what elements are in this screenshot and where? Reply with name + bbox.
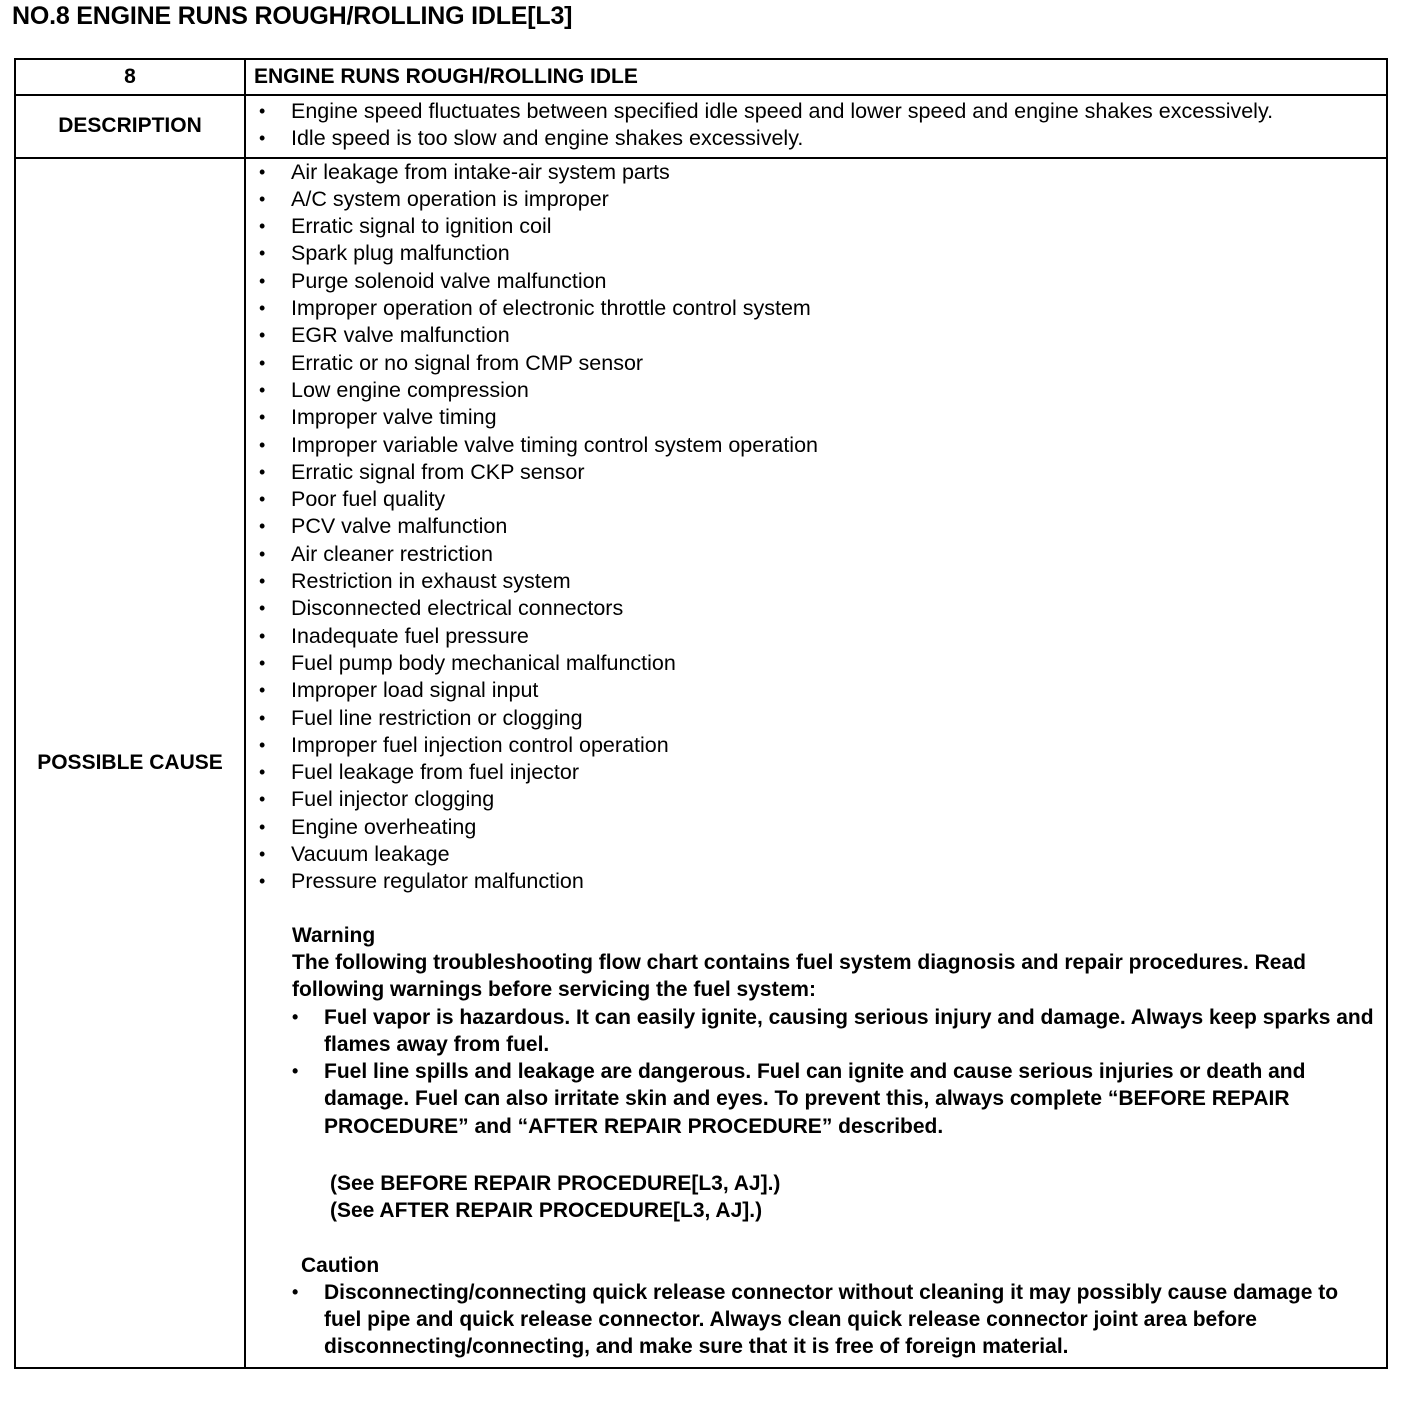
list-item: • PCV valve malfunction xyxy=(246,513,1386,540)
symptom-title: ENGINE RUNS ROUGH/ROLLING IDLE xyxy=(245,59,1387,95)
warning-intro: The following troubleshooting flow chart contains fuel system diagnosis and repair procedures. Read following warnings before servicing the fuel system: xyxy=(292,950,1306,1002)
list-item: • Idle speed is too slow and engine shakes excessively. xyxy=(246,125,1382,152)
list-item: • Fuel leakage from fuel injector xyxy=(246,759,1386,786)
list-item: • Purge solenoid valve malfunction xyxy=(246,268,1386,295)
list-item: • Improper fuel injection control operation xyxy=(246,732,1386,759)
possible-cause-label: POSSIBLE CAUSE xyxy=(15,158,245,1368)
cause-list xyxy=(246,159,1386,896)
table-header-row xyxy=(15,59,1387,95)
warning-title: Warning xyxy=(292,923,376,947)
list-item: • Inadequate fuel pressure xyxy=(246,623,1386,650)
caution-list xyxy=(246,1279,1386,1361)
list-item: • Pressure regulator malfunction xyxy=(246,868,1386,895)
list-item: • Improper operation of electronic throttle control system xyxy=(246,295,1386,322)
list-item: • Fuel line restriction or clogging xyxy=(246,705,1386,732)
list-item: • Erratic signal from CKP sensor xyxy=(246,459,1386,486)
list-item: • EGR valve malfunction xyxy=(246,322,1386,349)
list-item: • Poor fuel quality xyxy=(246,486,1386,513)
possible-cause-row xyxy=(15,158,1387,1368)
after-repair-reference: (See AFTER REPAIR PROCEDURE[L3, AJ].) xyxy=(330,1199,763,1223)
list-item: • Spark plug malfunction xyxy=(246,240,1386,267)
caution-item: • Disconnecting/connecting quick release connector without cleaning it may possibly cause damage to fuel pipe and quick release connector. Always clean quick release connector joint area before disconnecting/connecting, and make sure that it is free of foreign material. xyxy=(246,1279,1386,1361)
description-row xyxy=(15,95,1387,158)
list-item: • Erratic signal to ignition coil xyxy=(246,213,1386,240)
list-item: • Improper valve timing xyxy=(246,404,1386,431)
list-item: • Engine speed fluctuates between specified idle speed and lower speed and engine shakes excessively. xyxy=(246,98,1382,125)
warning-item: • Fuel vapor is hazardous. It can easily ignite, causing serious injury and damage. Always keep sparks and flames away from fuel. xyxy=(246,1004,1386,1059)
before-repair-reference: (See BEFORE REPAIR PROCEDURE[L3, AJ].) xyxy=(330,1171,781,1195)
list-item: • Low engine compression xyxy=(246,377,1386,404)
description-list xyxy=(246,98,1382,153)
symptom-number: 8 xyxy=(15,59,245,95)
list-item: • Restriction in exhaust system xyxy=(246,568,1386,595)
caution-title: Caution xyxy=(301,1253,380,1277)
list-item: • Erratic or no signal from CMP sensor xyxy=(246,350,1386,377)
list-item: • Fuel pump body mechanical malfunction xyxy=(246,650,1386,677)
list-item: • Disconnected electrical connectors xyxy=(246,595,1386,622)
possible-cause-content xyxy=(245,158,1387,1368)
list-item: • Air cleaner restriction xyxy=(246,541,1386,568)
description-label: DESCRIPTION xyxy=(15,95,245,158)
list-item: • Improper variable valve timing control system operation xyxy=(246,432,1386,459)
diagnostic-table xyxy=(14,58,1388,1369)
list-item: • Improper load signal input xyxy=(246,677,1386,704)
list-item: • Vacuum leakage xyxy=(246,841,1386,868)
list-item: • Air leakage from intake-air system parts xyxy=(246,159,1386,186)
list-item: • Engine overheating xyxy=(246,814,1386,841)
warning-item: • Fuel line spills and leakage are dangerous. Fuel can ignite and cause serious injuries or death and damage. Fuel can also irritate skin and eyes. To prevent this, always complete “BEFORE REPAIR PROCEDURE” and “AFTER REPAIR PROCEDURE” described. xyxy=(246,1058,1386,1140)
warning-list xyxy=(246,1004,1386,1140)
list-item: • Fuel injector clogging xyxy=(246,786,1386,813)
description-content xyxy=(245,95,1387,158)
list-item: • A/C system operation is improper xyxy=(246,186,1386,213)
reference-links xyxy=(330,1170,1386,1225)
page-title: NO.8 ENGINE RUNS ROUGH/ROLLING IDLE[L3] xyxy=(12,2,573,30)
